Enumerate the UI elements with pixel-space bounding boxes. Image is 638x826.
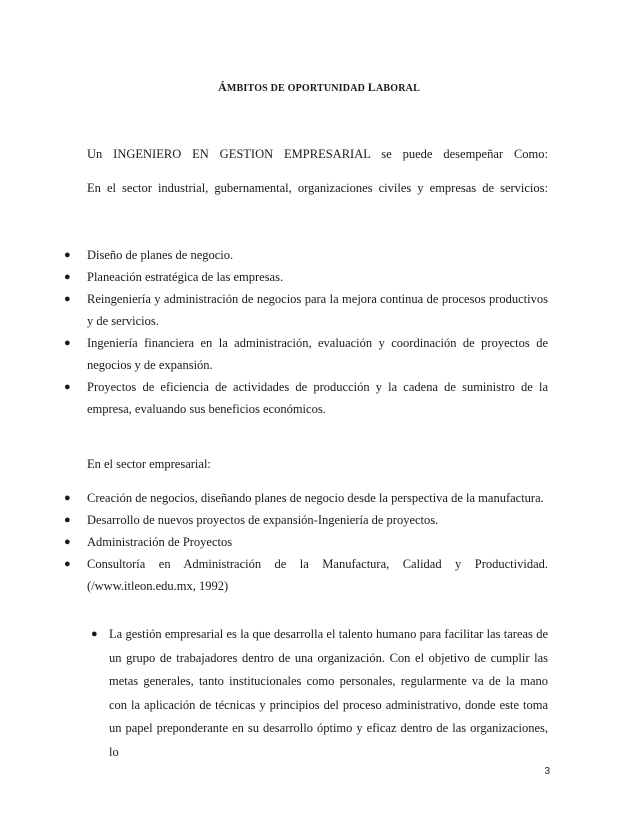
bullet-icon: ● bbox=[64, 514, 71, 526]
list-item: ● Proyectos de eficiencia de actividades de producción y la cadena de suministro de la empresa, evaluando sus beneficios económicos. bbox=[0, 376, 638, 420]
list-item: ● Consultoría en Administración de la Manufactura, Calidad y Productividad. (/www.itleon.edu.mx, 1992) bbox=[0, 553, 638, 597]
bullet-icon: ● bbox=[64, 337, 71, 349]
bullet-icon: ● bbox=[64, 271, 71, 283]
title-initial-2: L bbox=[367, 80, 376, 94]
list-item: ● Planeación estratégica de las empresas. bbox=[0, 266, 638, 288]
bullet-icon: ● bbox=[64, 492, 71, 504]
list-item: ● Diseño de planes de negocio. bbox=[0, 244, 638, 266]
list-item: ● Creación de negocios, diseñando planes de negocio desde la perspectiva de la manufactura. bbox=[0, 487, 638, 509]
list-item: ● Ingeniería financiera en la administración, evaluación y coordinación de proyectos de negocios y de expansión. bbox=[0, 332, 638, 376]
page-title bbox=[0, 80, 638, 95]
bullet-icon: ● bbox=[64, 249, 71, 261]
gestion-list bbox=[0, 623, 638, 764]
intro-paragraph: Un INGENIERO EN GESTION EMPRESARIAL se puede desempeñar Como: bbox=[87, 147, 548, 161]
bullet-icon: ● bbox=[91, 628, 98, 640]
bullet-icon: ● bbox=[64, 381, 71, 393]
list-item: ● Administración de Proyectos bbox=[0, 531, 638, 553]
bullet-icon: ● bbox=[64, 293, 71, 305]
title-word-1: MBITOS bbox=[226, 83, 268, 94]
industrial-list bbox=[0, 244, 638, 420]
empresarial-list bbox=[0, 487, 638, 597]
bullet-icon: ● bbox=[64, 536, 71, 548]
bullet-icon: ● bbox=[64, 558, 71, 570]
list-item: ● Desarrollo de nuevos proyectos de expansión-Ingeniería de proyectos. bbox=[0, 509, 638, 531]
title-word-2: DE OPORTUNIDAD bbox=[270, 83, 366, 94]
title-word-3: ABORAL bbox=[375, 83, 420, 94]
list-item: ● Reingeniería y administración de negocios para la mejora continua de procesos productivos y de servicios. bbox=[0, 288, 638, 332]
list-item: ● La gestión empresarial es la que desarrolla el talento humano para facilitar las tareas de un grupo de trabajadores dentro de una organización. Con el objetivo de cumplir las metas generales, tanto institucionales como personales, regularmente va de la mano con la aplicación de técnicas y principios del proceso administrativo, donde este toma un papel preponderante en su desarrollo óptimo y eficaz dentro de las organizaciones, lo bbox=[0, 623, 638, 764]
sector-empresarial-heading: En el sector empresarial: bbox=[87, 457, 211, 471]
page-number: 3 bbox=[544, 766, 550, 777]
title-initial-1: Á bbox=[218, 80, 227, 94]
sector-industrial-heading: En el sector industrial, gubernamental, organizaciones civiles y empresas de servicios: bbox=[87, 181, 548, 195]
